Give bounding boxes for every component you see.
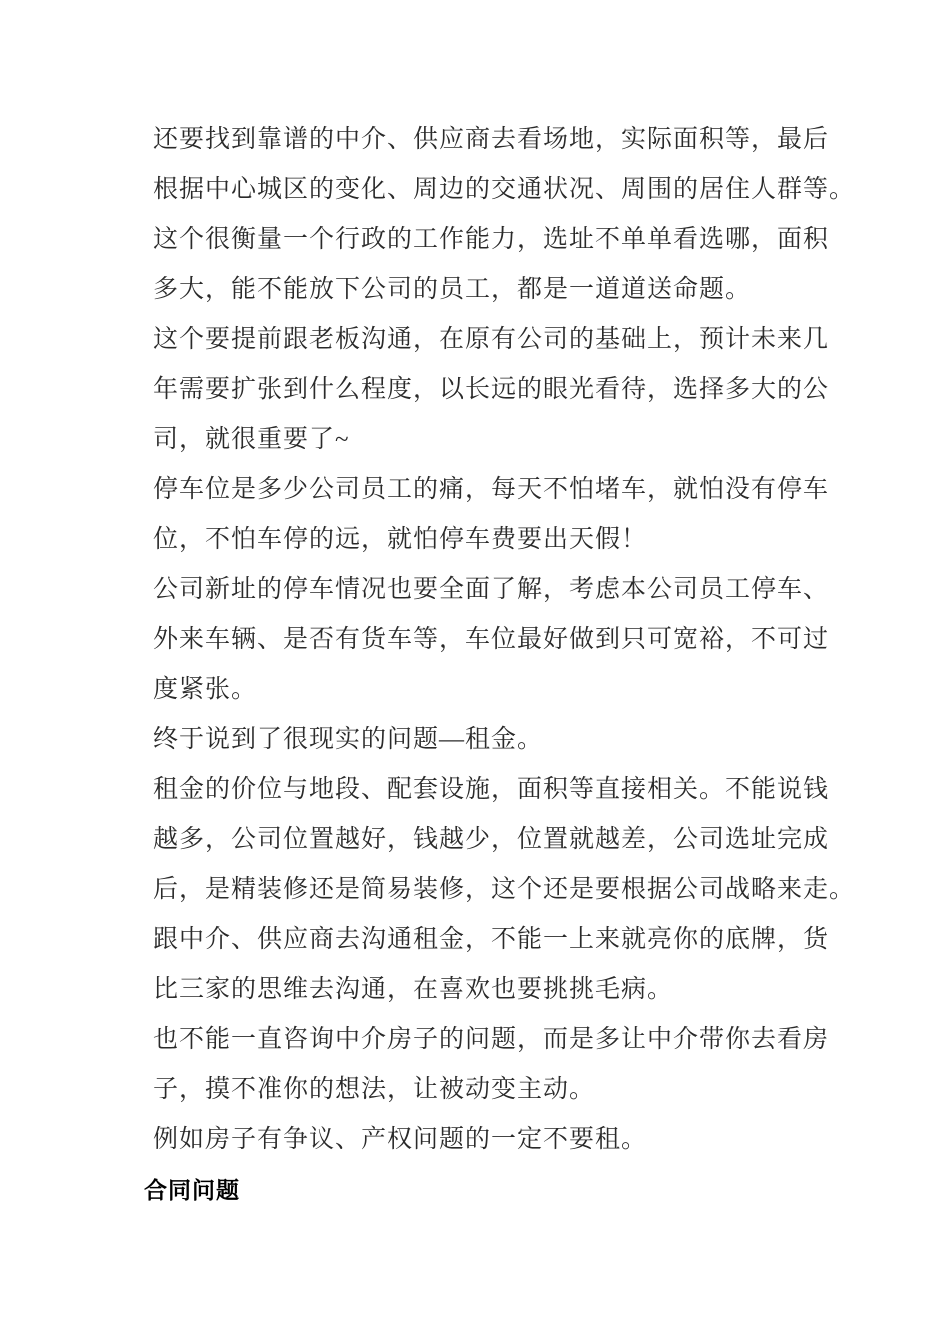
text-line: 也不能一直咨询中介房子的问题，而是多让中介带你去看房 xyxy=(153,1026,830,1053)
text-line: 停车位是多少公司员工的痛，每天不怕堵车，就怕没有停车 xyxy=(153,476,830,503)
text-line: 终于说到了很现实的问题—租金。 xyxy=(153,726,544,753)
paragraph xyxy=(144,465,864,565)
text-line: 跟中介、供应商去沟通租金，不能一上来就亮你的底牌，货 xyxy=(153,926,830,953)
text-line: 这个要提前跟老板沟通，在原有公司的基础上，预计未来几 xyxy=(153,326,830,353)
text-line: 例如房子有争议、产权问题的一定不要租。 xyxy=(153,1126,648,1153)
paragraph xyxy=(144,565,864,715)
text-line: 这个很衡量一个行政的工作能力，选址不单单看选哪，面积 xyxy=(153,226,830,253)
paragraph xyxy=(144,115,864,215)
text-line: 租金的价位与地段、配套设施，面积等直接相关。不能说钱 xyxy=(153,776,830,803)
text-line: 位，不怕车停的远，就怕停车费要出天假！ xyxy=(153,526,648,553)
text-line: 比三家的思维去沟通，在喜欢也要挑挑毛病。 xyxy=(153,976,674,1003)
text-line: 外来车辆、是否有货车等，车位最好做到只可宽裕，不可过 xyxy=(153,626,830,653)
paragraph xyxy=(144,215,864,315)
text-line: 度紧张。 xyxy=(153,676,258,703)
text-line: 公司新址的停车情况也要全面了解，考虑本公司员工停车、 xyxy=(153,576,830,603)
section-heading: 合同问题 xyxy=(144,1177,240,1203)
paragraph xyxy=(144,1015,864,1115)
document-text-block xyxy=(144,115,864,1215)
text-line: 根据中心城区的变化、周边的交通状况、周围的居住人群等。 xyxy=(153,176,856,203)
text-line: 司，就很重要了~ xyxy=(153,426,350,453)
text-line: 越多，公司位置越好，钱越少，位置就越差，公司选址完成 xyxy=(153,826,830,853)
paragraph xyxy=(144,315,864,465)
text-line: 多大，能不能放下公司的员工，都是一道道送命题。 xyxy=(153,276,752,303)
paragraph xyxy=(144,765,864,915)
text-line: 年需要扩张到什么程度，以长远的眼光看待，选择多大的公 xyxy=(153,376,830,403)
paragraph xyxy=(144,1115,864,1165)
paragraph xyxy=(144,915,864,1015)
section-heading-row xyxy=(144,1165,864,1215)
text-line: 后，是精装修还是简易装修，这个还是要根据公司战略来走。 xyxy=(153,876,856,903)
paragraph xyxy=(144,715,864,765)
text-line: 子，摸不准你的想法，让被动变主动。 xyxy=(153,1076,596,1103)
text-line: 还要找到靠谱的中介、供应商去看场地，实际面积等，最后 xyxy=(153,126,830,153)
